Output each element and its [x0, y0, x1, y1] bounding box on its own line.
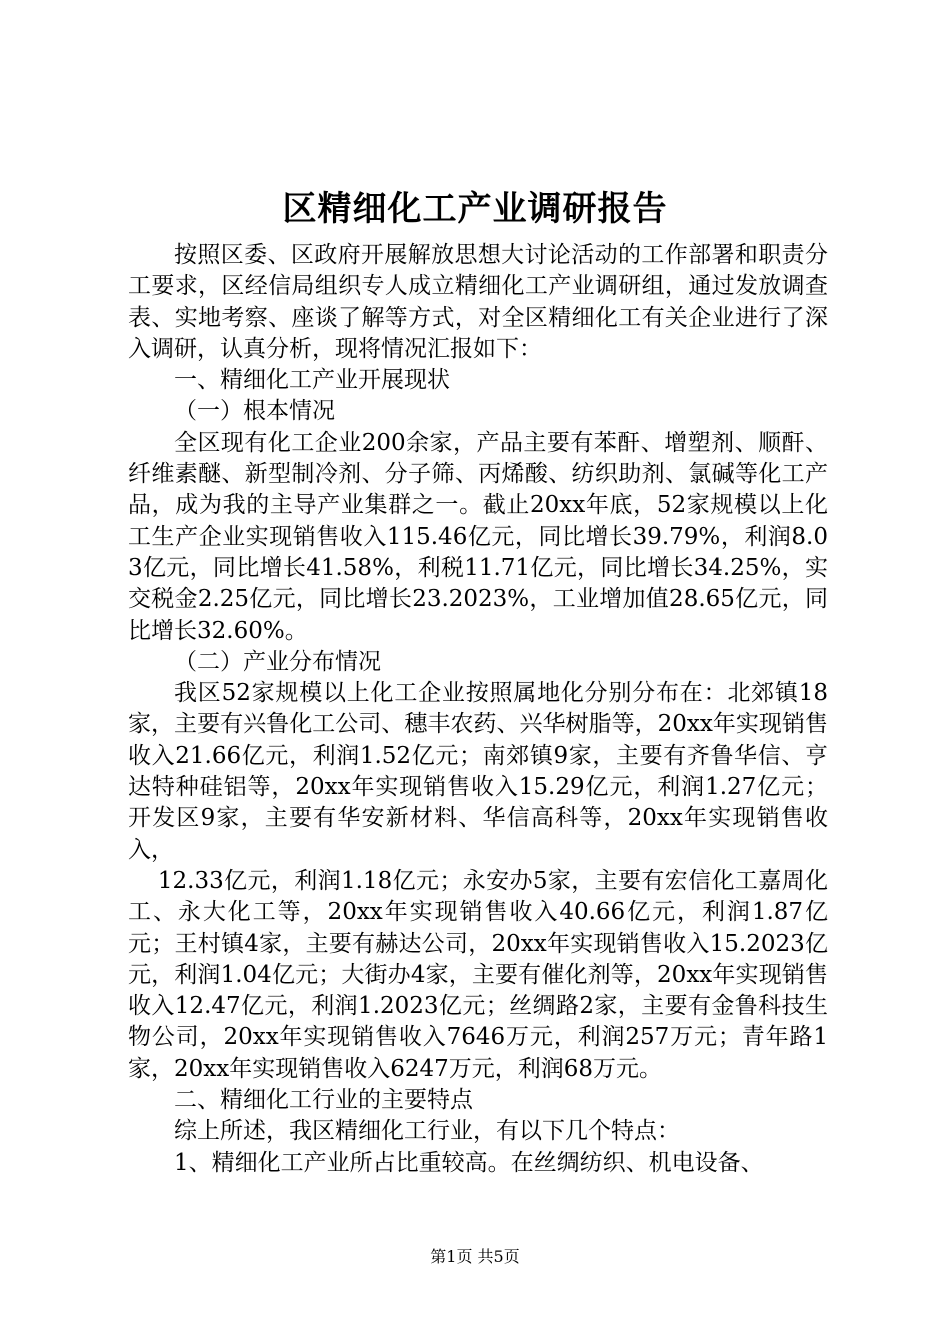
document-body: [128, 240, 828, 1179]
paragraph-distribution-cont: 12.33亿元，利润1.18亿元；永安办5家，主要有宏信化工嘉周化工、永大化工等，20xx年实现销售收入40.66亿元，利润1.87亿元；王村镇4家，主要有赫达公司，20xx年实现销售收入15.2023亿元，利润1.04亿元；大街办4家，主要有催化剂等，20xx年实现销售收入12.47亿元，利润1.2023亿元；丝绸路2家，主要有金鲁科技生物公司，20xx年实现销售收入7646万元，利润257万元；青年路1家，20xx年实现销售收入6247万元，利润68万元。: [128, 867, 828, 1082]
paragraph-intro: 按照区委、区政府开展解放思想大讨论活动的工作部署和职责分工要求，区经信局组织专人成立精细化工产业调研组，通过发放调查表、实地考察、座谈了解等方式，对全区精细化工有关企业进行了深入调研，认真分析，现将情况汇报如下：: [128, 242, 828, 362]
paragraph-basic-situation: 全区现有化工企业200余家，产品主要有苯酐、增塑剂、顺酐、纤维素醚、新型制冷剂、分子筛、丙烯酸、纺织助剂、氯碱等化工产品，成为我的主导产业集群之一。截止20xx年底，52家规模以上化工生产企业实现销售收入115.46亿元，同比增长39.79%，利润8.03亿元，同比增长41.58%，利税11.71亿元，同比增长34.25%，实交税金2.25亿元，同比增长23.2023%，工业增加值28.65亿元，同比增长32.60%。: [128, 429, 828, 644]
paragraph-summary: 综上所述，我区精细化工行业，有以下几个特点：: [174, 1118, 680, 1145]
page-footer: 第1页 共5页: [430, 1247, 520, 1266]
document-title: 区精细化工产业调研报告: [282, 189, 668, 229]
section-heading-1: 一、精细化工产业开展现状: [174, 367, 450, 394]
subsection-heading-1: （一）根本情况: [174, 398, 335, 425]
paragraph-feature-1: 1、精细化工产业所占比重较高。在丝绸纺织、机电设备、: [174, 1149, 764, 1176]
subsection-heading-2: （二）产业分布情况: [174, 648, 381, 675]
section-heading-2: 二、精细化工行业的主要特点: [174, 1087, 473, 1114]
paragraph-distribution: 我区52家规模以上化工企业按照属地化分别分布在：北郊镇18家，主要有兴鲁化工公司、穗丰农药、兴华树脂等，20xx年实现销售收入21.66亿元，利润1.52亿元；南郊镇9家，主要有齐鲁华信、亨达特种硅铝等，20xx年实现销售收入15.29亿元，利润1.27亿元；开发区9家，主要有华安新材料、华信高科等，20xx年实现销售收入，: [128, 680, 828, 863]
